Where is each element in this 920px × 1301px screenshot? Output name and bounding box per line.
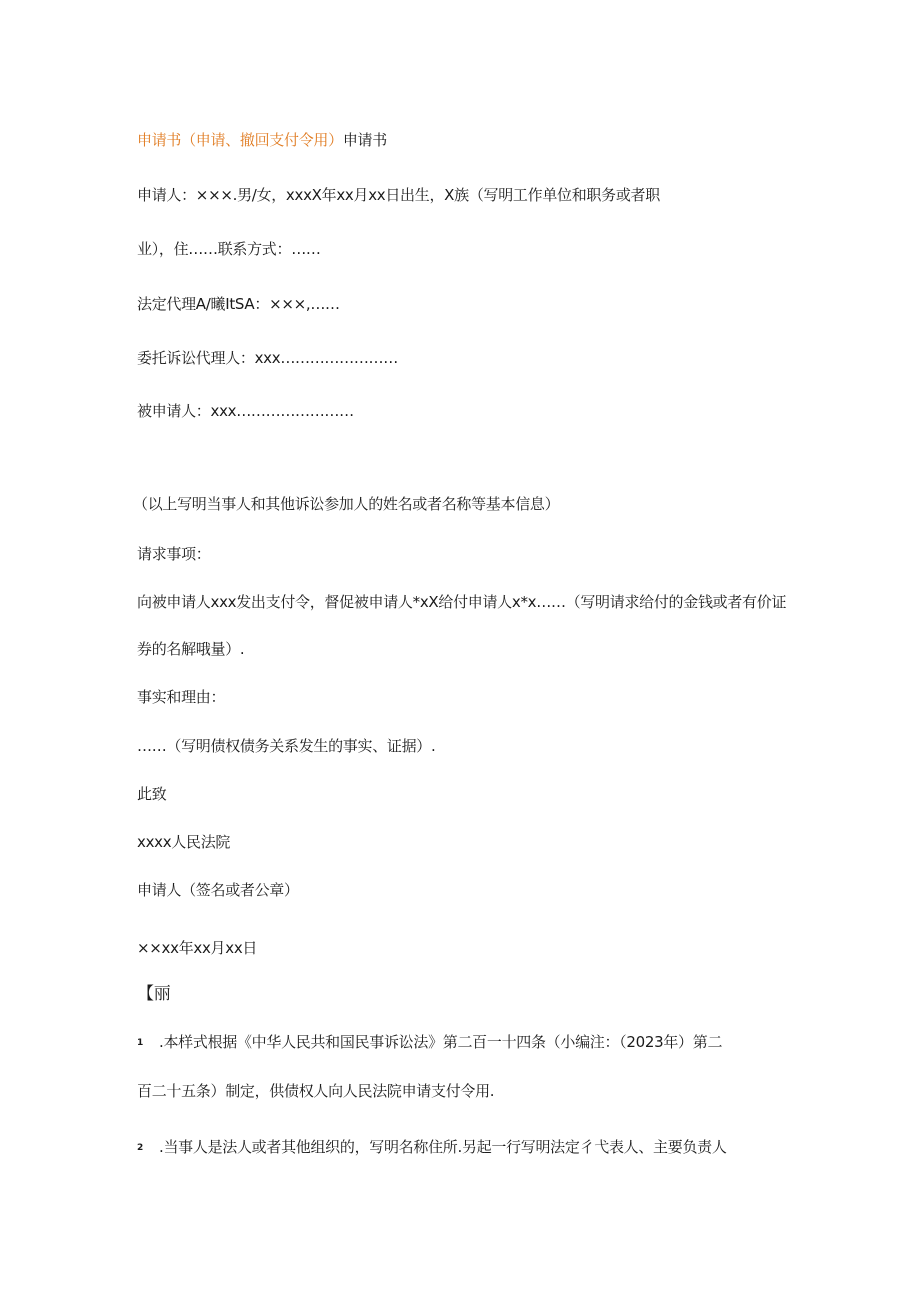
claims-line-2: 券的名解哦量）. [137, 640, 245, 658]
note-item-1-line-2: 百二十五条）制定，供债权人向人民法院申请支付令用. [137, 1082, 495, 1100]
applicant-line-1: 申请人：×××.男/女，xxxX年xx月xx日出生，X族（写明工作单位和职务或者职 [137, 186, 660, 204]
agent-line: 委托诉讼代理人：xxx…………………… [137, 349, 398, 367]
court-name: xxxx人民法院 [137, 833, 231, 851]
salutation: 此致 [137, 785, 167, 803]
note-item-2-number: 2 [137, 1143, 143, 1153]
applicant-line-2: 业），住……联系方式：…… [137, 240, 321, 258]
note-item-2-line-1 [137, 1137, 727, 1158]
note-item-1-text: .本样式根据《中华人民共和国民事诉讼法》第二百一十四条（小编注：（2023年）第二 [159, 1033, 723, 1051]
facts-body: ……（写明债权债务关系发生的事实、证据）. [137, 737, 436, 755]
respondent-line: 被申请人：xxx…………………… [137, 402, 354, 420]
info-note: （以上写明当事人和其他诉讼参加人的姓名或者名称等基本信息） [133, 495, 560, 513]
date-line: ××xx年xx月xx日 [137, 939, 258, 957]
document-title [137, 130, 387, 150]
note-item-2-text: .当事人是法人或者其他组织的，写明名称住所.另起一行写明法定彳弋表人、主要负责人 [159, 1138, 727, 1156]
notes-marker [137, 984, 170, 1004]
note-item-1-number: 1 [137, 1038, 143, 1048]
note-item-1-line-1 [137, 1032, 722, 1053]
claims-line-1: 向被申请人xxx发出支付令，督促被申请人*xX给付申请人x*x……（写明请求给付的金钱或者有价证 [137, 593, 787, 611]
title-orange-part: 申请书（申请、撤回支付令用） [137, 131, 343, 149]
claims-heading: 请求事项： [137, 545, 211, 563]
facts-heading: 事实和理由： [137, 688, 226, 706]
title-dark-part: 申请书 [342, 131, 387, 149]
notes-marker-text: 【丽 [137, 984, 171, 1004]
signature-line: 申请人（签名或者公章） [137, 881, 299, 899]
legal-representative-line: 法定代理A/曦ItSA：×××,…… [137, 295, 340, 313]
